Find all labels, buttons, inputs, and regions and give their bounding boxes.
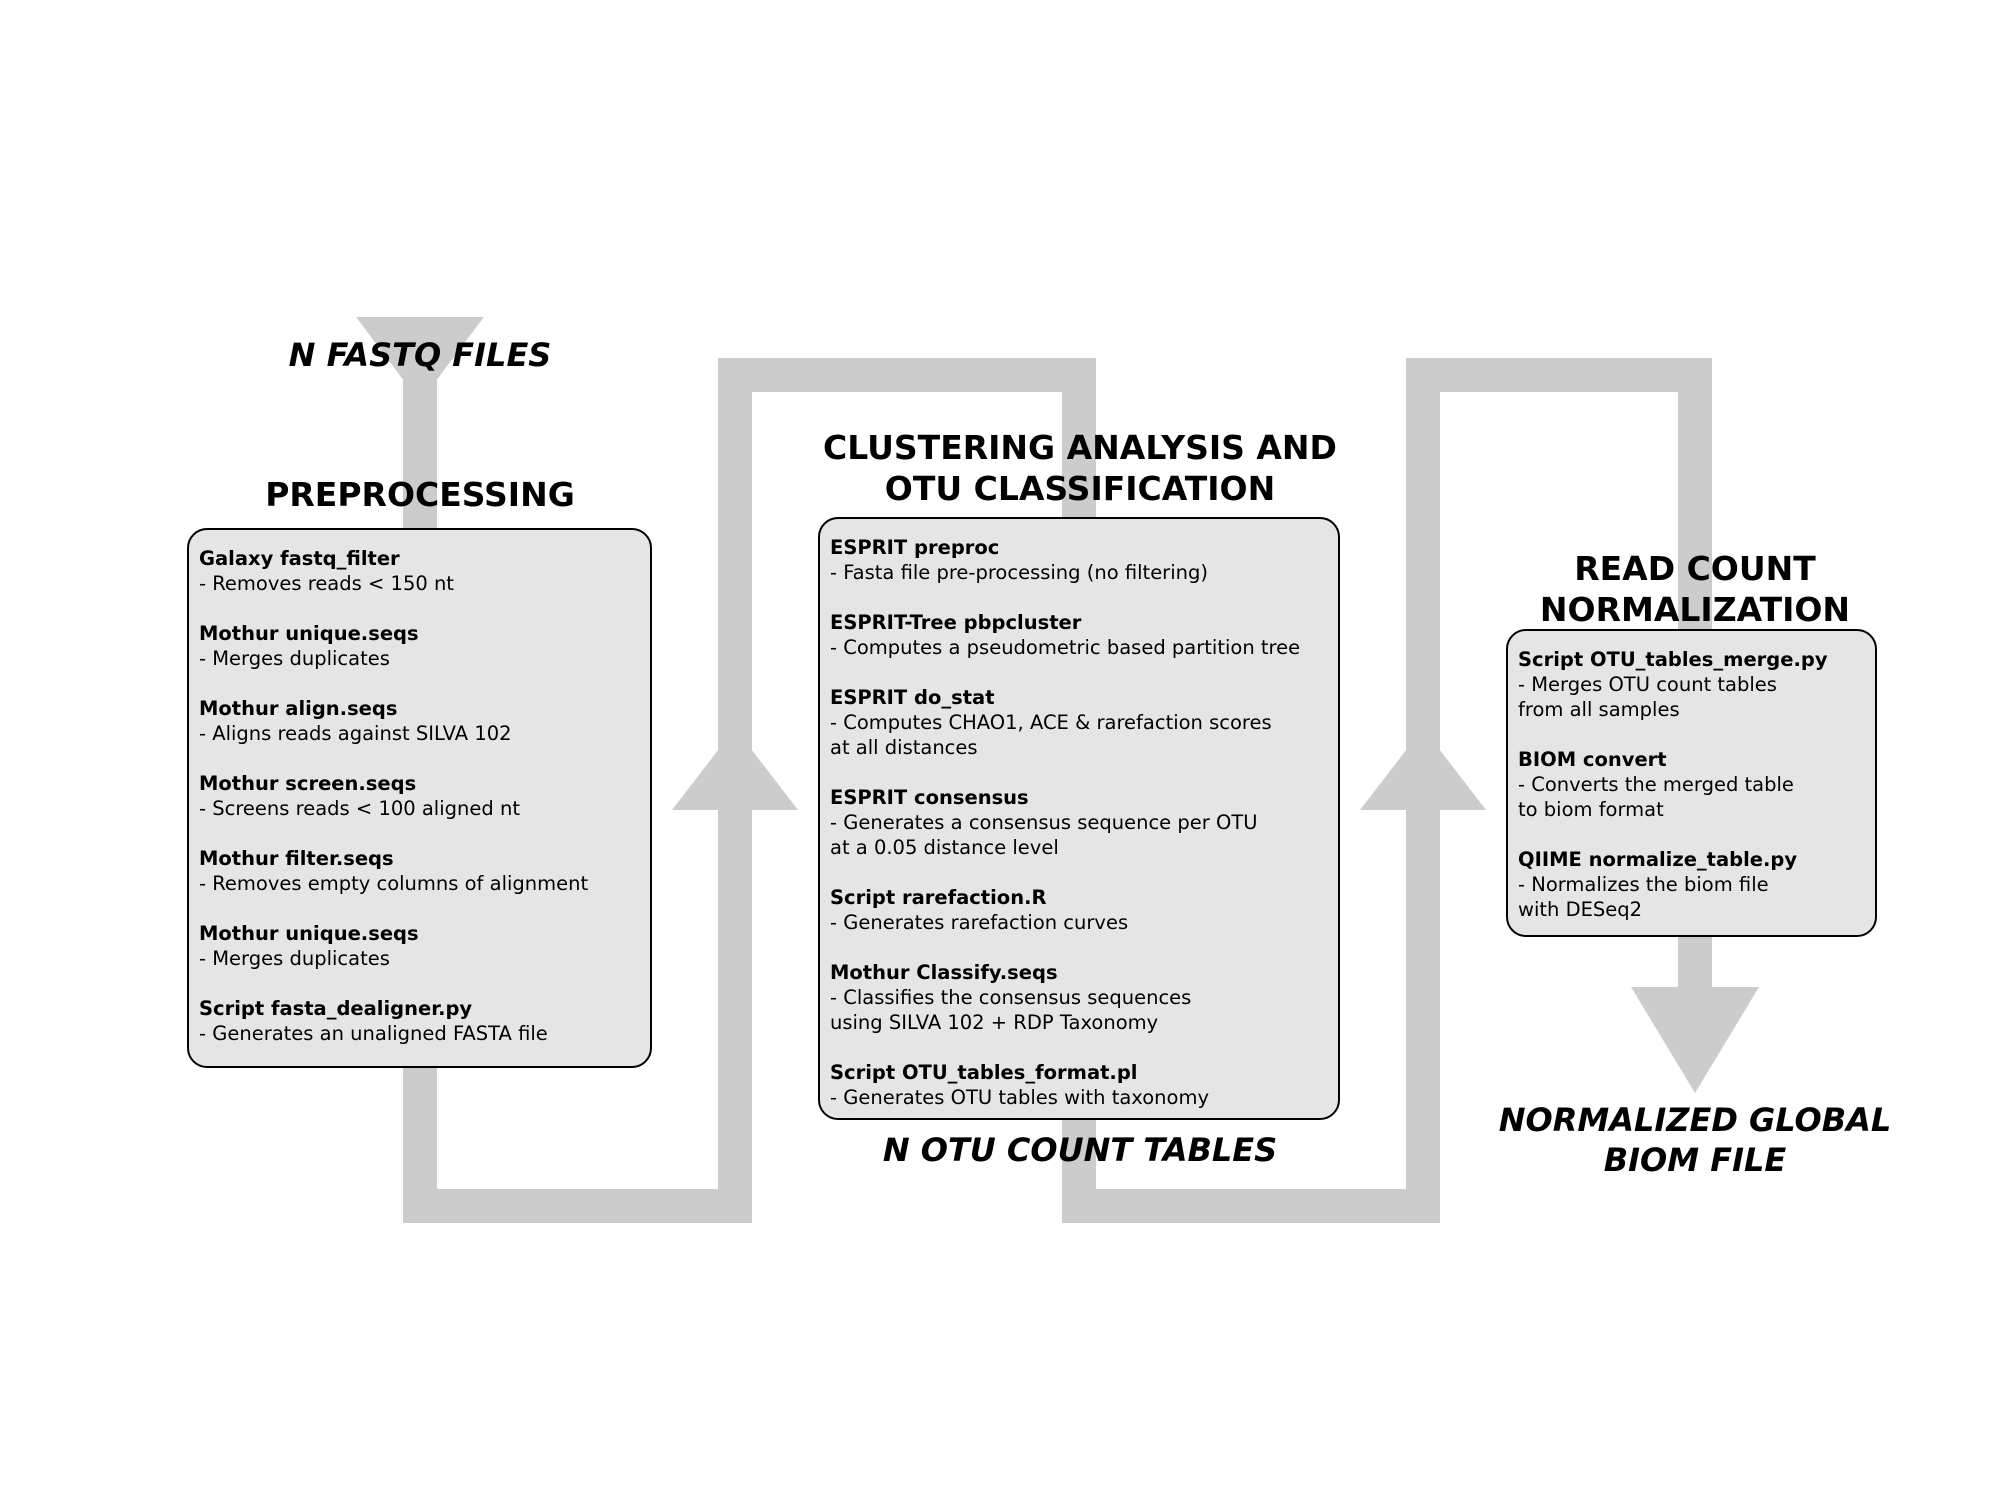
step-description: - Merges OTU count tables — [1518, 673, 1777, 696]
step-name: Script OTU_tables_merge.py — [1518, 648, 1828, 671]
step-name: Script fasta_dealigner.py — [199, 997, 473, 1020]
step-name: ESPRIT do_stat — [830, 686, 995, 709]
step-description: - Generates rarefaction curves — [830, 911, 1129, 934]
step-name: Galaxy fastq_filter — [199, 547, 400, 570]
step-name: Script rarefaction.R — [830, 886, 1047, 909]
clustering-title — [780, 427, 1380, 510]
step-name: Mothur align.seqs — [199, 697, 398, 720]
clustering-title-line-2: OTU CLASSIFICATION — [884, 469, 1276, 509]
step-description: - Aligns reads against SILVA 102 — [199, 722, 512, 745]
step-name: Mothur unique.seqs — [199, 622, 419, 645]
step-name: QIIME normalize_table.py — [1518, 848, 1798, 871]
step-description: - Removes reads < 150 nt — [199, 572, 454, 595]
pipeline-step — [1518, 647, 1865, 722]
step-name: Mothur Classify.seqs — [830, 961, 1058, 984]
clustering-steps — [830, 535, 1328, 1110]
step-description: - Classifies the consensus sequences — [830, 986, 1192, 1009]
step-description: using SILVA 102 + RDP Taxonomy — [830, 1011, 1159, 1034]
output-label-line-1: NORMALIZED GLOBAL — [1498, 1101, 1892, 1139]
step-name: Mothur unique.seqs — [199, 922, 419, 945]
flow-segment-top-2 — [1406, 358, 1712, 392]
output-arrowhead — [1631, 987, 1759, 1093]
pipeline-step — [199, 921, 640, 971]
pipeline-step — [199, 696, 640, 746]
step-description: - Merges duplicates — [199, 947, 390, 970]
step-description: to biom format — [1518, 798, 1664, 821]
flow-segment-bottom-2 — [1062, 1189, 1440, 1223]
pipeline-step — [199, 996, 640, 1046]
step-description: - Screens reads < 100 aligned nt — [199, 797, 520, 820]
step-description: - Generates an unaligned FASTA file — [199, 1022, 548, 1045]
pipeline-step — [830, 1060, 1328, 1110]
pipeline-step — [830, 785, 1328, 860]
step-name: ESPRIT consensus — [830, 786, 1029, 809]
step-description: - Generates a consensus sequence per OTU — [830, 811, 1258, 834]
input-label: N FASTQ FILES — [288, 336, 552, 374]
step-description: at a 0.05 distance level — [830, 836, 1059, 859]
output-label — [1450, 1100, 1940, 1180]
intermediate-label: N OTU COUNT TABLES — [882, 1131, 1278, 1169]
step-description: - Fasta file pre-processing (no filtering) — [830, 561, 1208, 584]
normalization-steps — [1518, 647, 1865, 922]
pipeline-step — [199, 846, 640, 896]
pipeline-step — [1518, 747, 1865, 822]
normalization-title-line-2: NORMALIZATION — [1539, 590, 1851, 630]
step-description: at all distances — [830, 736, 978, 759]
normalization-title — [1480, 548, 1910, 631]
step-description: - Converts the merged table — [1518, 773, 1794, 796]
pipeline-step — [199, 621, 640, 671]
flow-segment-top-1 — [718, 358, 1096, 392]
step-description: - Computes CHAO1, ACE & rarefaction scores — [830, 711, 1272, 734]
flow-segment-bottom-1 — [403, 1189, 752, 1223]
step-description: - Normalizes the biom file — [1518, 873, 1769, 896]
step-name: ESPRIT-Tree pbpcluster — [830, 611, 1082, 634]
output-label-line-2: BIOM FILE — [1603, 1141, 1787, 1179]
step-name: BIOM convert — [1518, 748, 1667, 771]
step-name: Mothur filter.seqs — [199, 847, 394, 870]
step-description: - Computes a pseudometric based partition tree — [830, 636, 1301, 659]
step-name: Script OTU_tables_format.pl — [830, 1061, 1138, 1084]
normalization-title-line-1: READ COUNT — [1574, 549, 1816, 588]
pipeline-step — [199, 546, 640, 596]
pipeline-step — [199, 771, 640, 821]
clustering-title-line-1: CLUSTERING ANALYSIS AND — [823, 428, 1337, 467]
pipeline-step — [830, 535, 1328, 585]
up-arrowhead-2 — [1360, 728, 1486, 810]
step-description: - Removes empty columns of alignment — [199, 872, 589, 895]
step-name: Mothur screen.seqs — [199, 772, 417, 795]
step-name: ESPRIT preproc — [830, 536, 1000, 559]
step-description: from all samples — [1518, 698, 1680, 721]
normalization-box — [1506, 629, 1877, 937]
preprocessing-title — [200, 474, 640, 515]
preprocessing-title-line: PREPROCESSING — [265, 475, 575, 514]
step-description: - Merges duplicates — [199, 647, 390, 670]
pipeline-step — [830, 685, 1328, 760]
up-arrowhead-1 — [672, 728, 798, 810]
clustering-box — [818, 517, 1340, 1120]
preprocessing-steps — [199, 546, 640, 1046]
step-description: - Generates OTU tables with taxonomy — [830, 1086, 1210, 1109]
pipeline-step — [830, 960, 1328, 1035]
pipeline-step — [830, 885, 1328, 935]
preprocessing-box — [187, 528, 652, 1068]
pipeline-step — [830, 610, 1328, 660]
step-description: with DESeq2 — [1518, 898, 1643, 921]
pipeline-step — [1518, 847, 1865, 922]
